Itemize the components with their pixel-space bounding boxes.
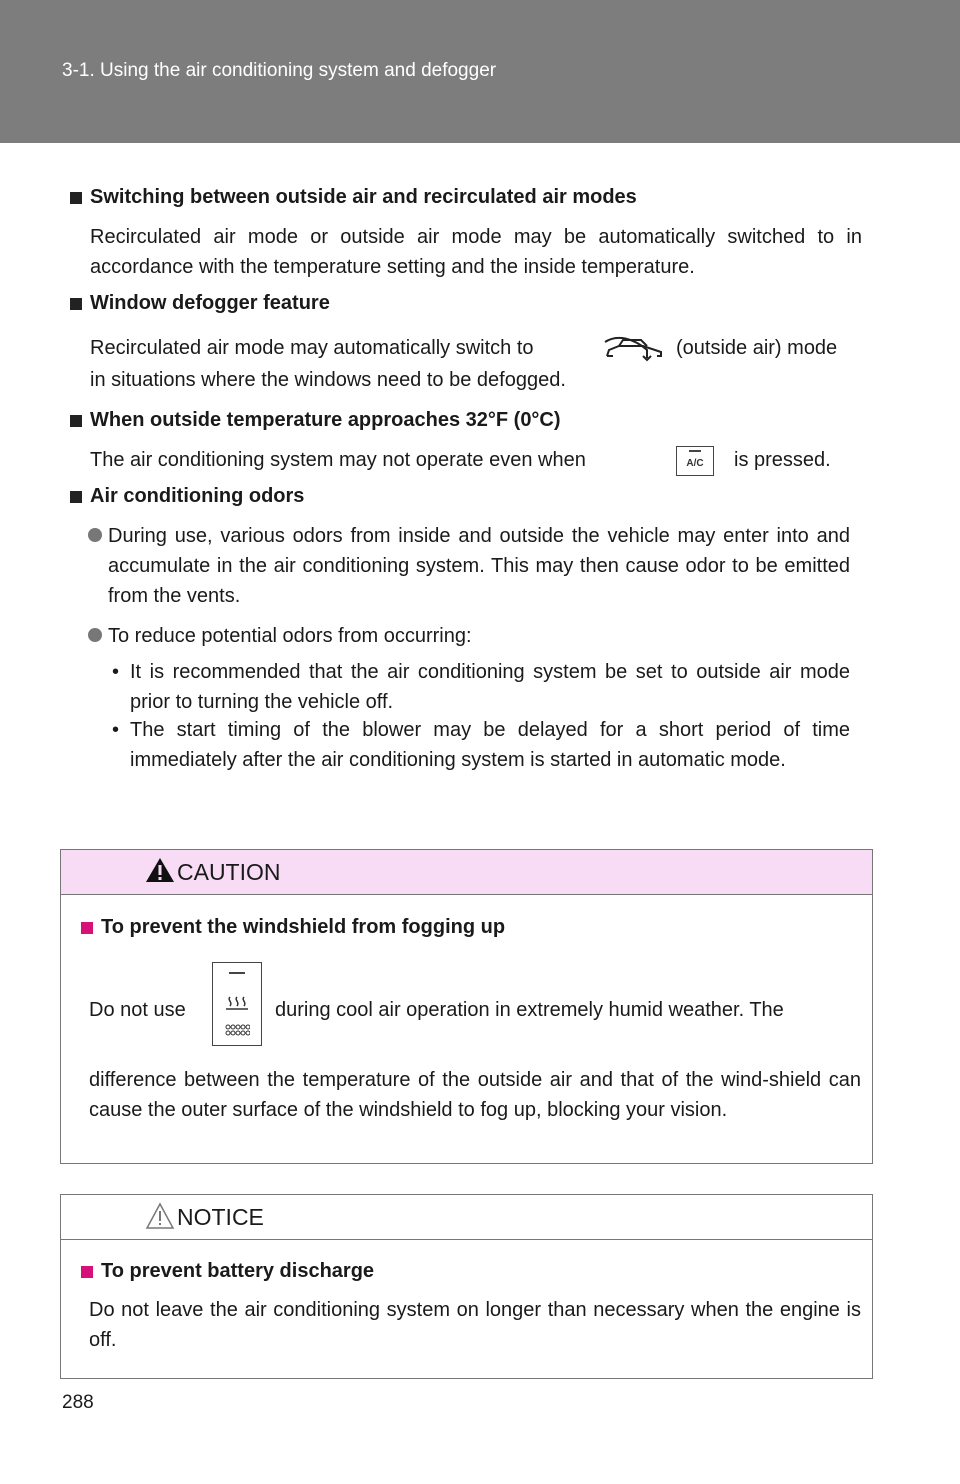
- caution-box: [60, 849, 873, 1164]
- notice-label: NOTICE: [177, 1204, 264, 1230]
- caution-text-after: during cool air operation in extremely humid weather. The: [275, 999, 784, 1021]
- heading-outside-temperature: [70, 409, 561, 432]
- heading-defogger-feature: [70, 292, 330, 315]
- bullet-square-icon: [70, 415, 82, 427]
- defogger-text-before: Recirculated air mode may automatically switch to: [90, 337, 534, 359]
- caution-text-rest: difference between the temperature of the outside air and that of the wind-shield can cause the outer surface of the windshield to fog up, blocking your vision.: [89, 1069, 861, 1121]
- notice-box: [60, 1194, 873, 1379]
- paragraph-air-modes: Recirculated air mode or outside air mode may be automatically switched to in accordance with the temperature setting and the inside temperature.: [90, 226, 862, 278]
- defogger-text-after: (outside air) mode: [676, 337, 838, 359]
- defogger-text-line2: in situations where the windows need to be defogged.: [90, 369, 566, 391]
- heading-odors: [70, 485, 304, 508]
- sub-bullet-marker: •: [112, 719, 120, 741]
- page-number: 288: [62, 1392, 94, 1413]
- temperature-text-before: The air conditioning system may not operate even when: [90, 449, 586, 471]
- bullet-dot-icon: [88, 628, 102, 642]
- bullet-square-icon: [81, 922, 93, 934]
- odors-bullet-1: During use, various odors from inside and outside the vehicle may enter into and accumulate in the air conditioning system. This may then cause odor to be emitted from the vents.: [108, 525, 850, 607]
- notice-text: Do not leave the air conditioning system on longer than necessary when the engine is off.: [89, 1299, 861, 1351]
- bullet-dot-icon: [88, 528, 102, 542]
- heading-text: To prevent battery discharge: [101, 1260, 375, 1282]
- page-header: [0, 0, 960, 143]
- ac-button-label: A/C: [686, 458, 704, 469]
- outside-air-icon: [603, 336, 665, 362]
- caution-heading: [81, 916, 505, 939]
- heading-text: When outside temperature approaches 32°F (0°C): [90, 409, 561, 431]
- heading-text: Switching between outside air and recirculated air modes: [90, 186, 637, 208]
- odors-bullet-2: To reduce potential odors from occurring:: [108, 625, 472, 647]
- rear-defogger-button-icon: [212, 962, 262, 1046]
- sub-bullet-marker: •: [112, 661, 120, 683]
- warning-triangle-icon: [145, 857, 175, 883]
- bullet-square-icon: [81, 1266, 93, 1278]
- temperature-text-after: is pressed.: [734, 449, 831, 471]
- heading-text: Window defogger feature: [90, 292, 330, 314]
- caution-text-before: Do not use: [89, 999, 186, 1021]
- bullet-square-icon: [70, 491, 82, 503]
- heading-text: To prevent the windshield from fogging up: [101, 916, 506, 938]
- odors-sub-bullet-2: The start timing of the blower may be delayed for a short period of time immediately after the air conditioning system is started in automatic mode.: [130, 719, 850, 771]
- bullet-square-icon: [70, 298, 82, 310]
- heading-air-modes: [70, 186, 637, 209]
- section-title: 3-1. Using the air conditioning system and defogger: [62, 60, 497, 81]
- notice-header: [61, 1195, 872, 1240]
- notice-triangle-icon: [145, 1202, 175, 1230]
- odors-sub-bullet-1: It is recommended that the air conditioning system be set to outside air mode prior to turning the vehicle off.: [130, 661, 850, 713]
- caution-label: CAUTION: [177, 859, 281, 885]
- caution-header: [61, 850, 872, 895]
- ac-button-icon: [676, 446, 714, 476]
- heading-text: Air conditioning odors: [90, 485, 305, 507]
- notice-heading: [81, 1260, 374, 1283]
- bullet-square-icon: [70, 192, 82, 204]
